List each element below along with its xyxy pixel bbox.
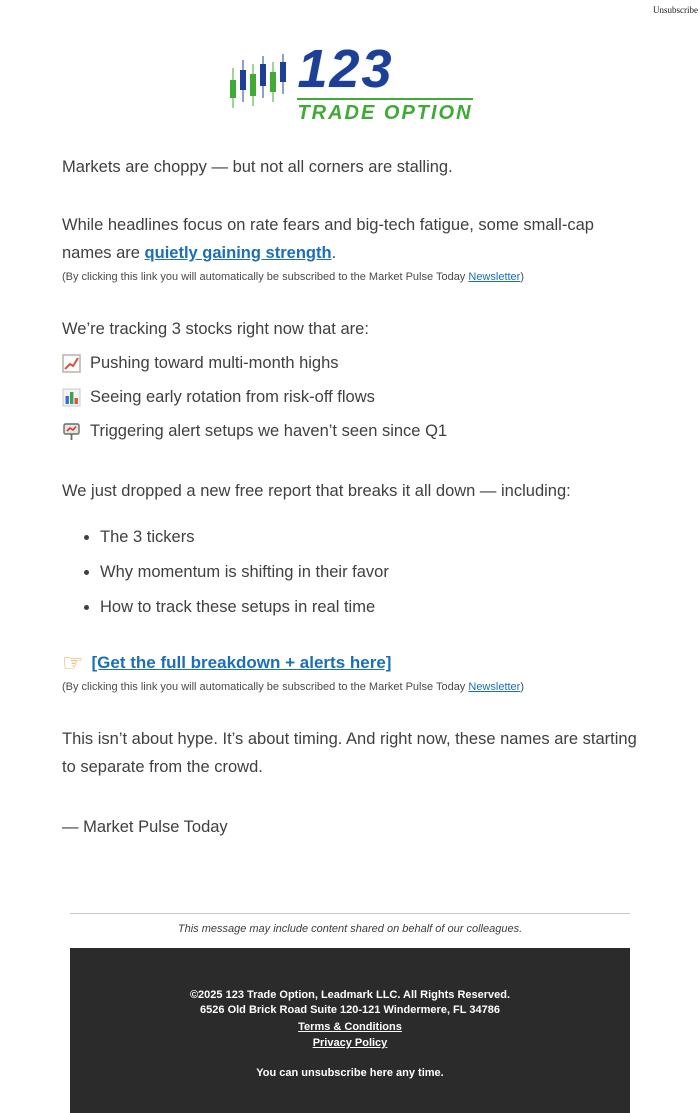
full-breakdown-link[interactable]: [Get the full breakdown + alerts here] <box>91 653 392 672</box>
disclaimer-text: (By clicking this link you will automatically be subscribed to the Market Pulse Today <box>62 681 469 693</box>
logo-text <box>297 39 473 124</box>
email-footer <box>70 948 630 1113</box>
bullet-item: • The 3 tickers <box>100 523 638 551</box>
cta-line <box>62 649 638 677</box>
list-item <box>62 349 638 377</box>
footer-unsubscribe-note[interactable]: You can unsubscribe here any time. <box>256 1067 444 1079</box>
chart-increasing-icon <box>62 354 81 373</box>
paragraph-headlines <box>62 211 638 267</box>
list-item-text: Triggering alert setups we haven’t seen since Q1 <box>90 422 448 440</box>
subscribe-disclaimer-1 <box>62 270 638 285</box>
logo-number: 123 <box>297 39 394 99</box>
highlight-list <box>62 349 638 445</box>
placard-alert-icon <box>62 422 81 441</box>
disclaimer-text: (By clicking this link you will automatically be subscribed to the Market Pulse Today <box>62 271 469 283</box>
report-bullet-list <box>62 523 638 621</box>
disclaimer-close: ) <box>520 681 525 693</box>
terms-link[interactable]: Terms & Conditions <box>298 1021 402 1033</box>
paragraph-headlines-start: While headlines focus on rate fears and big-tech fatigue, some small-cap names are <box>62 216 594 262</box>
paragraph-tracking: We’re tracking 3 stocks right now that are: <box>62 320 369 338</box>
copyright-line: ©2025 123 Trade Option, Leadmark LLC. All Rights Reserved. <box>189 989 511 1001</box>
address-line: 6526 Old Brick Road Suite 120-121 Windermere, FL 34786 <box>200 1004 500 1016</box>
signoff: — Market Pulse Today <box>62 818 228 836</box>
bullet-item: • Why momentum is shifting in their favor <box>100 558 638 586</box>
subscribe-disclaimer-2 <box>62 680 638 695</box>
list-item-text: Seeing early rotation from risk-off flows <box>90 388 375 406</box>
paragraph-report: We just dropped a new free report that breaks it all down — including: <box>62 482 571 500</box>
bar-chart-icon <box>62 388 81 407</box>
email-body <box>0 153 700 841</box>
brand-logo <box>0 39 700 124</box>
paragraph-markets: Markets are choppy — but not all corners are stalling. <box>62 158 453 176</box>
bullet-item: • How to track these setups in real time <box>100 593 638 621</box>
newsletter-link-1[interactable]: Newsletter <box>468 271 521 283</box>
list-item <box>62 383 638 411</box>
footer-links <box>94 1019 606 1051</box>
paragraph-timing: This isn’t about hype. It’s about timing. And right now, these names are starting to separate from the crowd. <box>62 730 637 776</box>
shared-content-note: This message may include content shared on behalf of our colleagues. <box>177 923 523 935</box>
newsletter-link-2[interactable]: Newsletter <box>468 681 521 693</box>
gaining-strength-link[interactable]: quietly gaining strength <box>144 244 332 262</box>
list-item-text: Pushing toward multi-month highs <box>90 354 339 372</box>
paragraph-headlines-end: . <box>331 244 337 262</box>
list-item <box>62 417 638 445</box>
privacy-link[interactable]: Privacy Policy <box>312 1037 388 1049</box>
unsubscribe-top-link[interactable]: Unsubscribe <box>653 5 698 15</box>
divider-line <box>70 913 630 914</box>
disclaimer-close: ) <box>520 271 525 283</box>
pointing-finger-icon: ☞ <box>62 650 84 677</box>
logo-name: TRADE OPTION <box>297 98 472 123</box>
candlestick-chart-icon <box>227 50 289 116</box>
